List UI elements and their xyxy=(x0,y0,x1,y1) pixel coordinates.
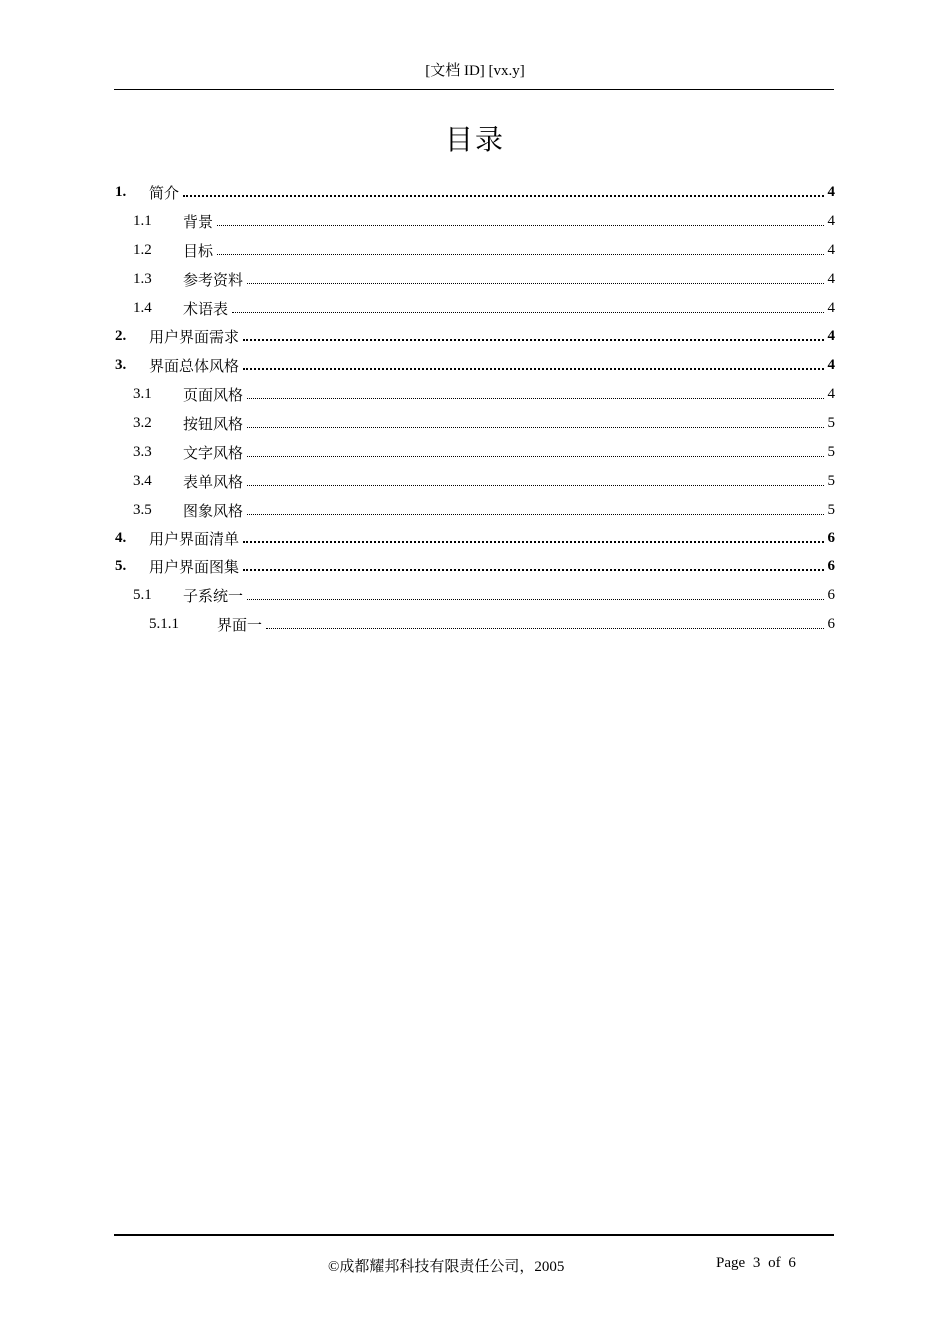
toc-title: 目录 xyxy=(444,125,505,156)
toc-entry-label: 子系统一 xyxy=(183,588,244,605)
toc-entry-label: 界面一 xyxy=(217,617,263,634)
toc-entry-number: 3.2 xyxy=(133,414,152,431)
toc-leader-dots xyxy=(217,254,823,255)
toc-entry-page: 4 xyxy=(827,356,835,373)
toc-leader-dots xyxy=(217,225,823,226)
toc-entry-label: 图象风格 xyxy=(183,503,244,520)
toc-entry-number: 1.2 xyxy=(133,241,152,258)
toc-leader-dots xyxy=(243,339,823,341)
toc-entry-label: 界面总体风格 xyxy=(149,358,240,375)
toc-entry-label: 按钮风格 xyxy=(183,416,244,433)
toc-entry-page: 6 xyxy=(827,529,835,546)
toc-leader-dots xyxy=(243,569,823,571)
toc-leader-dots xyxy=(247,398,823,399)
toc-leader-dots xyxy=(266,628,823,629)
toc-entry-label: 表单风格 xyxy=(183,474,244,491)
toc-entry-number: 3.3 xyxy=(133,443,152,460)
toc-entry-label: 用户界面需求 xyxy=(149,329,240,346)
toc-entry[interactable] xyxy=(133,236,835,264)
toc-entry[interactable] xyxy=(115,552,835,580)
toc-entry-page: 4 xyxy=(827,270,835,287)
toc-entry[interactable] xyxy=(115,322,835,350)
toc-entry-page: 4 xyxy=(827,212,835,229)
toc-entry[interactable] xyxy=(133,581,835,609)
toc-entry[interactable] xyxy=(115,524,835,552)
toc-entry-page: 4 xyxy=(827,299,835,316)
toc-entry-page: 4 xyxy=(827,385,835,402)
toc-entry-label: 页面风格 xyxy=(183,387,244,404)
toc-entry-label: 术语表 xyxy=(183,301,229,318)
toc-entry-page: 6 xyxy=(827,557,835,574)
toc-entry[interactable] xyxy=(149,610,835,638)
toc-entry-number: 4. xyxy=(115,529,127,546)
toc-entry-number: 1.4 xyxy=(133,299,152,316)
toc-entry-label: 参考资料 xyxy=(183,272,244,289)
toc-entry-page: 5 xyxy=(827,414,835,431)
toc-entry-page: 5 xyxy=(827,501,835,518)
toc-entry-number: 3.5 xyxy=(133,501,152,518)
toc-entry-page: 5 xyxy=(827,472,835,489)
toc-entry[interactable] xyxy=(133,265,835,293)
toc-leader-dots xyxy=(247,599,823,600)
toc-entry[interactable] xyxy=(133,496,835,524)
toc-entry-number: 1.1 xyxy=(133,212,152,229)
toc-leader-dots xyxy=(247,485,823,486)
toc-entry-page: 5 xyxy=(827,443,835,460)
toc-entry-number: 2. xyxy=(115,327,127,344)
toc-leader-dots xyxy=(243,541,823,543)
document-header: [文档 ID] [vx.y] xyxy=(425,63,525,79)
toc-leader-dots xyxy=(247,427,823,428)
header-divider xyxy=(114,89,834,90)
toc-leader-dots xyxy=(183,195,823,197)
toc-entry-number: 5.1.1 xyxy=(149,615,179,632)
footer-copyright: ©成都耀邦科技有限责任公司，2005 xyxy=(328,1259,565,1275)
toc-entry-number: 1. xyxy=(115,183,127,200)
footer-page-number: Page 3 of 6 xyxy=(716,1255,796,1271)
toc-entry[interactable] xyxy=(133,438,835,466)
toc-entry-label: 简介 xyxy=(149,185,180,202)
toc-entry[interactable] xyxy=(115,178,835,206)
toc-entry-page: 6 xyxy=(827,615,835,632)
toc-entry[interactable] xyxy=(133,294,835,322)
toc-entry-number: 3.4 xyxy=(133,472,152,489)
toc-entry-page: 4 xyxy=(827,327,835,344)
toc-entry[interactable] xyxy=(133,380,835,408)
toc-entry-label: 用户界面图集 xyxy=(149,559,240,576)
toc-leader-dots xyxy=(232,312,823,313)
toc-leader-dots xyxy=(243,368,823,370)
footer-divider xyxy=(114,1234,834,1236)
toc-entry-label: 文字风格 xyxy=(183,445,244,462)
toc-entry[interactable] xyxy=(133,409,835,437)
toc-leader-dots xyxy=(247,456,823,457)
toc-entry-label: 用户界面清单 xyxy=(149,531,240,548)
toc-entry-number: 1.3 xyxy=(133,270,152,287)
toc-entry[interactable] xyxy=(133,467,835,495)
toc-leader-dots xyxy=(247,283,823,284)
toc-entry-number: 5. xyxy=(115,557,127,574)
toc-entry-number: 5.1 xyxy=(133,586,152,603)
toc-entry-page: 4 xyxy=(827,183,835,200)
toc-leader-dots xyxy=(247,514,823,515)
toc-entry-page: 4 xyxy=(827,241,835,258)
toc-entry-number: 3. xyxy=(115,356,127,373)
toc-entry-page: 6 xyxy=(827,586,835,603)
toc-entry[interactable] xyxy=(133,207,835,235)
toc-entry-label: 目标 xyxy=(183,243,214,260)
toc-entry-label: 背景 xyxy=(183,214,214,231)
toc-entry-number: 3.1 xyxy=(133,385,152,402)
toc-entry[interactable] xyxy=(115,351,835,379)
